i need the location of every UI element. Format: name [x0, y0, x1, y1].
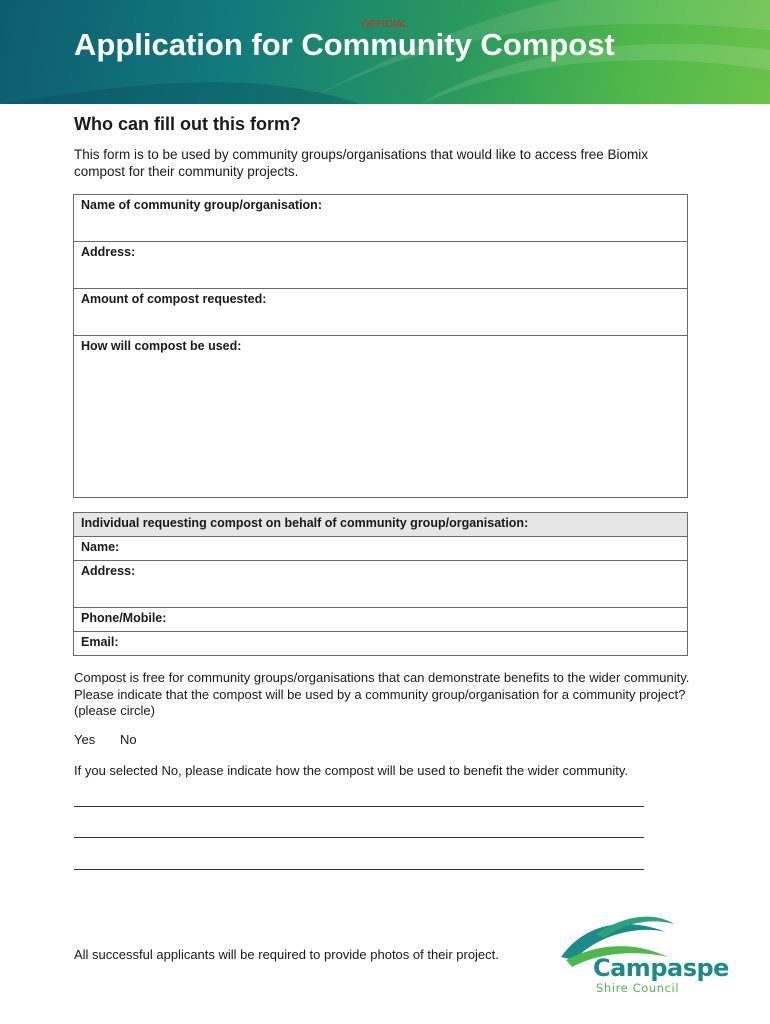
field-label: How will compost be used:	[81, 339, 242, 353]
group-details-table	[73, 194, 688, 498]
answer-line-1[interactable]	[74, 806, 644, 807]
footer-note: All successful applicants will be required to provide photos of their project.	[74, 947, 499, 962]
followup-text: If you selected No, please indicate how the compost will be used to benefit the wider community.	[74, 763, 628, 778]
field-label: Amount of compost requested:	[81, 292, 267, 306]
compost-amount-field[interactable]	[74, 289, 688, 336]
compost-use-field[interactable]	[74, 336, 688, 498]
individual-email-field[interactable]	[74, 632, 688, 656]
group-address-field[interactable]	[74, 242, 688, 289]
field-label: Name of community group/organisation:	[81, 198, 322, 212]
field-label: Email:	[81, 635, 119, 649]
intro-text: This form is to be used by community groups/organisations that would like to access free Biomix compost for their community projects.	[74, 147, 649, 179]
answer-line-3[interactable]	[74, 869, 644, 870]
answer-line-2[interactable]	[74, 837, 644, 838]
individual-heading: Individual requesting compost on behalf of community group/organisation:	[74, 513, 688, 537]
individual-phone-field[interactable]	[74, 608, 688, 632]
field-label: Name:	[81, 540, 120, 554]
no-option[interactable]: No	[120, 732, 137, 747]
individual-name-field[interactable]	[74, 537, 688, 561]
field-label: Phone/Mobile:	[81, 611, 167, 625]
header-banner	[0, 0, 770, 104]
individual-details-table	[73, 512, 688, 656]
yes-option[interactable]: Yes	[74, 732, 96, 747]
group-name-field[interactable]	[74, 195, 688, 242]
individual-address-field[interactable]	[74, 561, 688, 608]
field-label: Address:	[81, 564, 136, 578]
page-title: Application for Community Compost	[74, 27, 615, 62]
logo-name: Campaspe	[593, 954, 729, 982]
eligibility-text: Compost is free for community groups/organisations that can demonstrate benefits to the wider community. Please indicate that the compost will be used by a community group/organisation for a community project? (please circle)	[74, 670, 690, 718]
intro-heading: Who can fill out this form?	[74, 114, 301, 134]
classification-label: OFFICIAL	[361, 19, 409, 30]
logo-subtitle: Shire Council	[596, 981, 680, 995]
field-label: Address:	[81, 245, 136, 259]
